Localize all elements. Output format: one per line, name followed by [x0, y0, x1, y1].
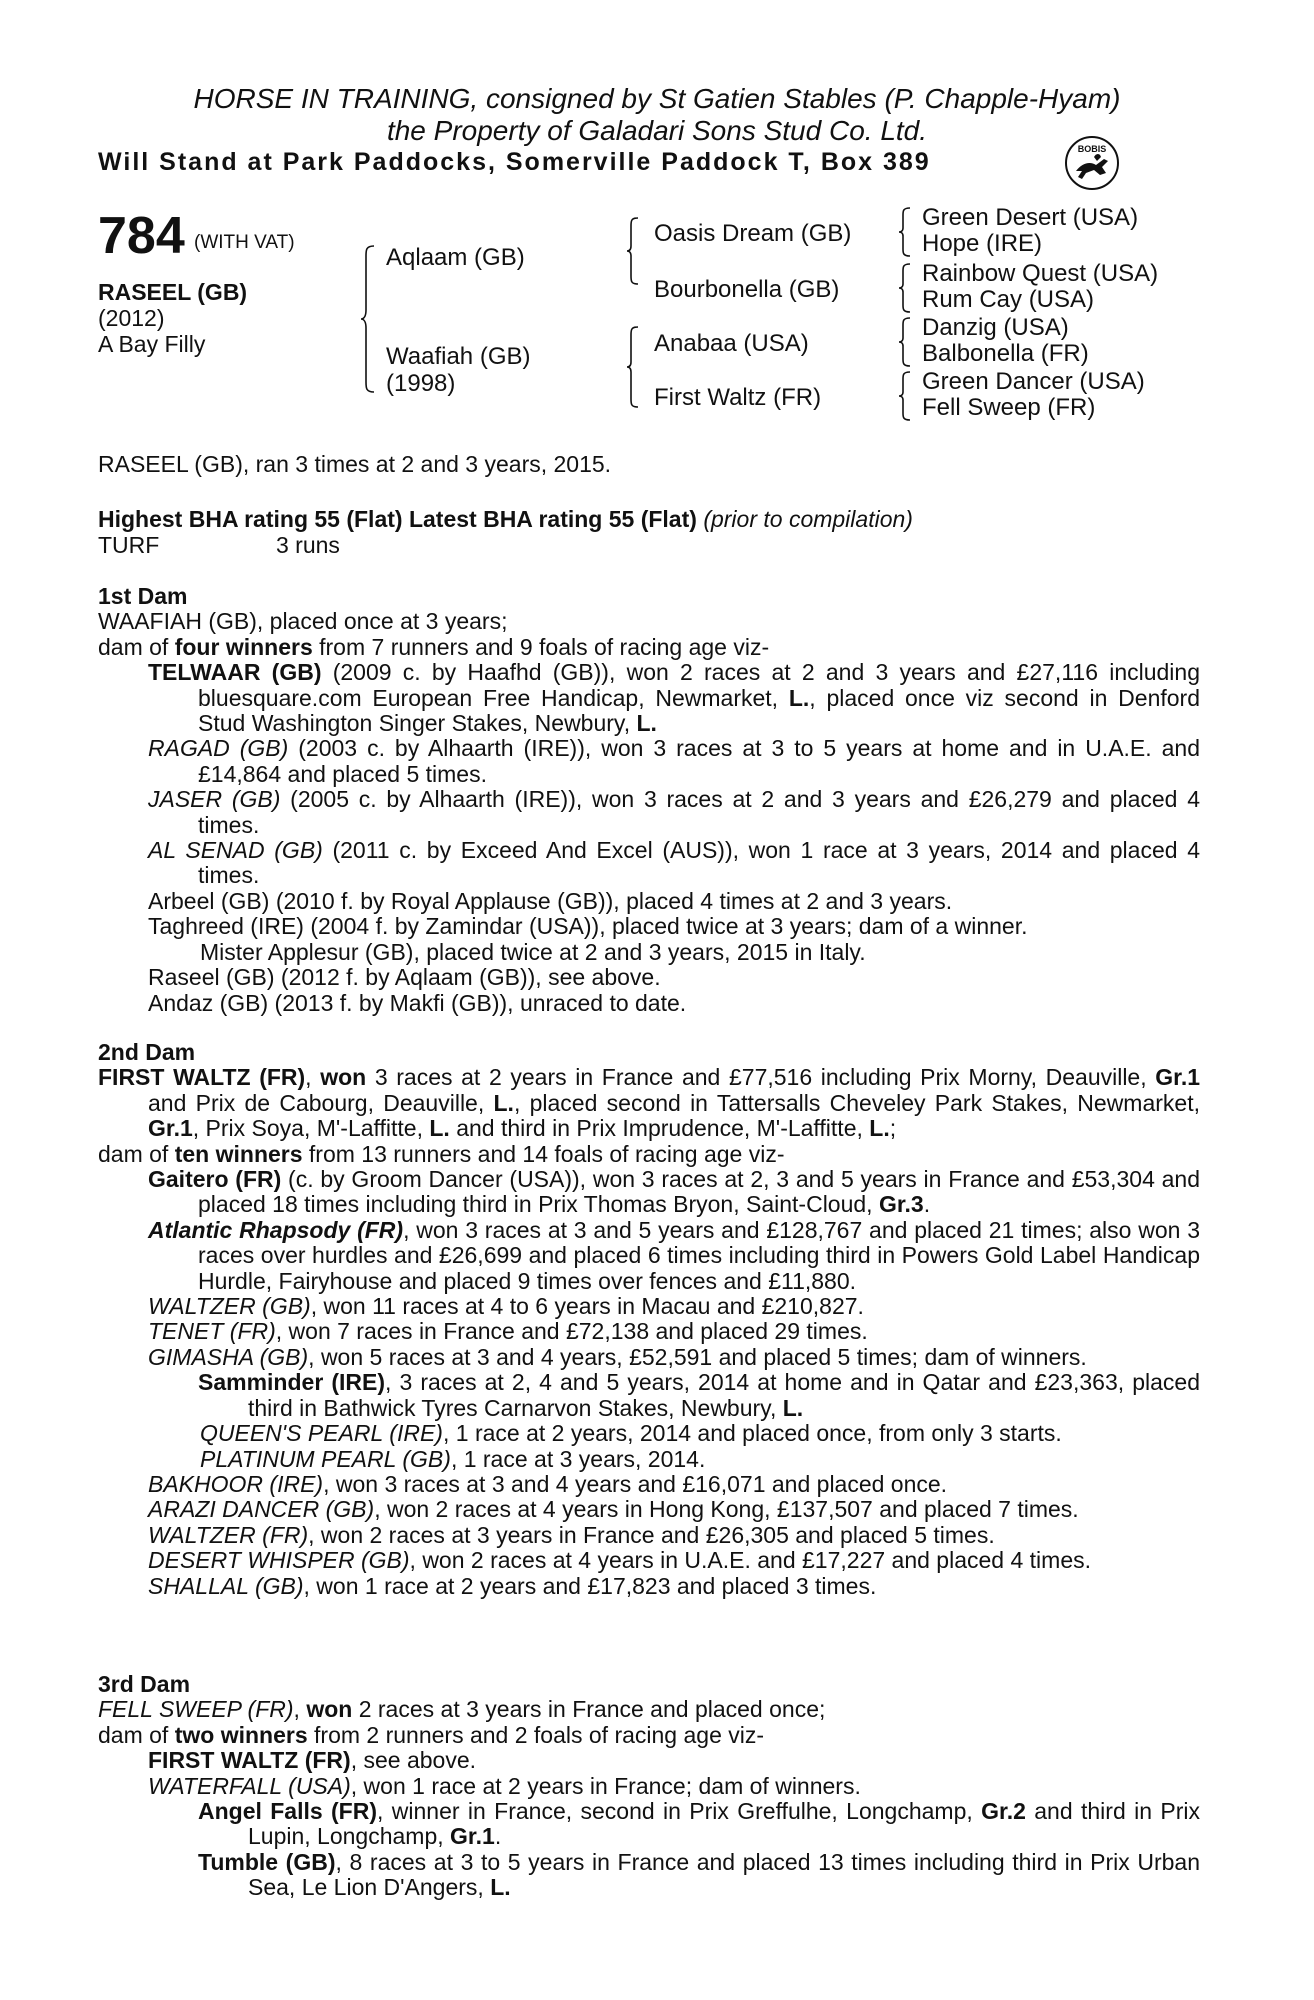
produce-waltzer-fr: WALTZER (FR), won 2 races at 3 years in France and £26,305 and placed 5 times. [148, 1521, 995, 1548]
third-dam-produce: dam of two winners from 2 runners and 2 foals of racing age viz- [98, 1721, 765, 1748]
svg-text:BOBIS: BOBIS [1077, 144, 1107, 154]
sire-sire: Oasis Dream (GB) [654, 220, 852, 247]
first-dam-produce: dam of four winners from 7 runners and 9 foals of racing age viz- [98, 633, 770, 660]
sire-dam-bracket [360, 244, 376, 394]
second-dam-heading: 2nd Dam [98, 1039, 196, 1065]
race-summary: RASEEL (GB), ran 3 times at 2 and 3 years, 2015. [98, 451, 612, 477]
produce-queens-pearl: QUEEN'S PEARL (IRE), 1 race at 2 years, 2014 and placed once, from only 3 starts. [200, 1420, 1062, 1447]
produce-gaitero: Gaitero (FR) (c. by Groom Dancer (USA)), won 3 races at 2, 3 and 5 years in France and £53,304 and placed 18 times including third in Prix Thomas Bryon, Saint-Cloud, Gr.3. [148, 1166, 1201, 1218]
produce-andaz: Andaz (GB) (2013 f. by Makfi (GB)), unraced to date. [148, 989, 687, 1016]
stand-location: Will Stand at Park Paddocks, Somerville Paddock T, Box 389 [98, 148, 931, 176]
gen3-6: Balbonella (FR) [922, 340, 1089, 367]
third-dam-section [98, 1672, 1200, 1901]
second-dam-line: FIRST WALTZ (FR), won 3 races at 2 years in France and £77,516 including Prix Morny, Deauville, Gr.1 and Prix de Cabourg, Deauville, L., placed second in Tattersalls Cheveley Park Stakes, Newmarket, Gr.1, Prix Soya, M'-Laffitte, L. and third in Prix Imprudence, M'-Laffitte, L.; [98, 1064, 1201, 1142]
second-dam-produce: dam of ten winners from 13 runners and 14 foals of racing age viz- [98, 1140, 785, 1167]
first-dam-section [98, 584, 1200, 1016]
produce-platinum-pearl: PLATINUM PEARL (GB), 1 race at 3 years, 2014. [200, 1445, 706, 1472]
produce-angel-falls: Angel Falls (FR), winner in France, second in Prix Greffulhe, Longchamp, Gr.2 and third in Prix Lupin, Longchamp, Gr.1. [198, 1798, 1200, 1850]
dam-sire: Anabaa (USA) [654, 330, 809, 357]
first-dam-heading: 1st Dam [98, 583, 188, 609]
produce-first-waltz: FIRST WALTZ (FR), see above. [148, 1747, 476, 1774]
gen3-bracket-3 [898, 316, 912, 368]
gen3-bracket-1 [898, 206, 912, 258]
vat-note: (WITH VAT) [194, 232, 295, 253]
produce-jaser: JASER (GB) (2005 c. by Alhaarth (IRE)), won 3 races at 2 and 3 years and £26,279 and placed 4 times. [148, 786, 1201, 838]
sire-name: Aqlaam (GB) [386, 244, 525, 271]
produce-shallal: SHALLAL (GB), won 1 race at 2 years and £17,823 and placed 3 times. [148, 1572, 877, 1599]
dam-name: Waafiah (GB) [386, 343, 531, 370]
produce-raseel: Raseel (GB) (2012 f. by Aqlaam (GB)), see above. [148, 964, 661, 991]
produce-bakhoor: BAKHOOR (IRE), won 3 races at 3 and 4 years and £16,071 and placed once. [148, 1470, 948, 1497]
surface-runs: 3 runs [276, 532, 340, 558]
produce-telwaar: TELWAAR (GB) (2009 c. by Haafhd (GB)), won 2 races at 2 and 3 years and £27,116 including bluesquare.com European Free Handicap, Newmarket, L., placed once viz second in Denford Stud Washington Singer Stakes, Newbury, L. [148, 659, 1200, 737]
produce-al-senad: AL SENAD (GB) (2011 c. by Exceed And Excel (AUS)), won 1 race at 3 years, 2014 and placed 4 times. [148, 837, 1200, 889]
dam-year: (1998) [386, 370, 456, 397]
produce-arazi-dancer: ARAZI DANCER (GB), won 2 races at 4 years in Hong Kong, £137,507 and placed 7 times. [148, 1496, 1079, 1523]
dam-dam: First Waltz (FR) [654, 384, 822, 411]
gen3-4: Rum Cay (USA) [922, 286, 1095, 313]
gen3-1: Green Desert (USA) [922, 204, 1139, 231]
gen3-5: Danzig (USA) [922, 314, 1069, 341]
property-line: the Property of Galadari Sons Stud Co. Ltd. [386, 115, 928, 146]
dam-line-bracket [626, 325, 640, 409]
gen3-bracket-4 [898, 370, 912, 422]
surface: TURF [98, 532, 160, 558]
produce-waltzer-gb: WALTZER (GB), won 11 races at 4 to 6 years in Macau and £210,827. [148, 1293, 864, 1320]
produce-atlantic-rhapsody: Atlantic Rhapsody (FR), won 3 races at 3 and 5 years and £128,767 and placed 21 times; also won 3 races over hurdles and £26,699 and placed 6 times including third in Powers Gold Label Handicap Hurdle, Fairyhouse and placed 9 times over fences and £11,880. [148, 1216, 1201, 1294]
produce-waterfall: WATERFALL (USA), won 1 race at 2 years in France; dam of winners. [148, 1772, 861, 1799]
produce-samminder: Samminder (IRE), 3 races at 2, 4 and 5 years, 2014 at home and in Qatar and £23,363, placed third in Bathwick Tyres Carnarvon Stakes, Newbury, L. [198, 1369, 1200, 1421]
horse-name: RASEEL (GB) [98, 279, 248, 305]
bha-rating: Highest BHA rating 55 (Flat) Latest BHA rating 55 (Flat) (prior to compilation) [98, 506, 913, 532]
lot-number: 784 [98, 207, 185, 265]
gen3-7: Green Dancer (USA) [922, 368, 1145, 395]
second-dam-section [98, 1040, 1200, 1599]
produce-tenet: TENET (FR), won 7 races in France and £72,138 and placed 29 times. [148, 1318, 868, 1345]
gen3-3: Rainbow Quest (USA) [922, 260, 1159, 287]
bobis-logo-icon [1064, 135, 1120, 191]
produce-desert-whisper: DESERT WHISPER (GB), won 2 races at 4 years in U.A.E. and £17,227 and placed 4 times. [148, 1547, 1092, 1574]
produce-arbeel: Arbeel (GB) (2010 f. by Royal Applause (GB)), placed 4 times at 2 and 3 years. [148, 887, 953, 914]
gen3-8: Fell Sweep (FR) [922, 394, 1096, 421]
sire-line-bracket [626, 216, 640, 286]
sire-dam: Bourbonella (GB) [654, 276, 840, 303]
produce-taghreed: Taghreed (IRE) (2004 f. by Zamindar (USA)), placed twice at 3 years; dam of a winner. [148, 913, 1028, 940]
produce-gimasha: GIMASHA (GB), won 5 races at 3 and 4 years, £52,591 and placed 5 times; dam of winners. [148, 1343, 1087, 1370]
produce-ragad: RAGAD (GB) (2003 c. by Alhaarth (IRE)), won 3 races at 3 to 5 years at home and in U.A.E. and £14,864 and placed 5 times. [148, 735, 1200, 787]
produce-mister-applesur: Mister Applesur (GB), placed twice at 2 and 3 years, 2015 in Italy. [200, 938, 866, 965]
gen3-2: Hope (IRE) [922, 230, 1043, 257]
horse-description: A Bay Filly [98, 331, 206, 357]
horse-year: (2012) [98, 305, 165, 331]
third-dam-line: FELL SWEEP (FR), won 2 races at 3 years in France and placed once; [98, 1696, 826, 1723]
produce-tumble: Tumble (GB), 8 races at 3 to 5 years in France and placed 13 times including third in Prix Urban Sea, Le Lion D'Angers, L. [198, 1848, 1200, 1901]
consignor-line: HORSE IN TRAINING, consigned by St Gatien Stables (P. Chapple-Hyam) [193, 83, 1121, 114]
gen3-bracket-2 [898, 262, 912, 314]
third-dam-heading: 3rd Dam [98, 1671, 191, 1697]
first-dam-line: WAAFIAH (GB), placed once at 3 years; [98, 608, 508, 635]
